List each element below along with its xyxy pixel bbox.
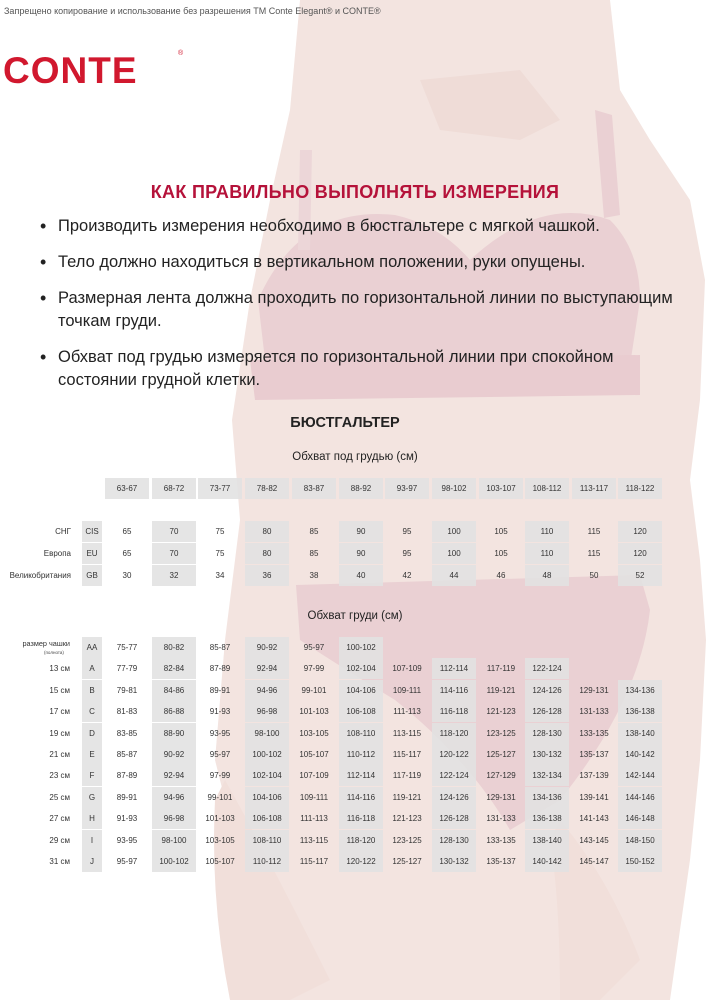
bust-value-cell: 121-123 <box>392 814 422 823</box>
size-value-cell: 105 <box>494 527 508 536</box>
bust-value-cell: 91-93 <box>116 814 138 823</box>
size-value-cell: 48 <box>525 565 569 586</box>
conte-logo: CONTE <box>3 50 138 91</box>
bust-value-cell: 122-124 <box>432 765 476 786</box>
bust-value-cell: 90-92 <box>152 744 196 765</box>
bust-value-cell: 123-125 <box>486 729 516 738</box>
bust-value-cell: 85-87 <box>116 750 138 759</box>
bust-value-cell: 116-118 <box>339 808 383 829</box>
size-value-cell: 75 <box>215 549 225 558</box>
row-label: СНГ <box>55 527 71 536</box>
size-value-cell: 80 <box>245 543 289 564</box>
bust-value-cell: 138-140 <box>525 830 569 851</box>
underbust-range-cell: 98-102 <box>432 478 476 499</box>
size-value-cell: 46 <box>496 571 506 580</box>
bust-value-cell: 124-126 <box>432 787 476 808</box>
cup-depth-label: 15 см <box>49 686 70 695</box>
cup-fullness-note: (полнота) <box>44 650 64 655</box>
bust-value-cell: 93-95 <box>116 836 138 845</box>
underbust-range-cell: 68-72 <box>152 478 196 499</box>
bust-value-cell: 100-102 <box>152 851 196 872</box>
bust-value-cell: 97-99 <box>303 664 325 673</box>
bust-value-cell: 95-97 <box>303 643 325 652</box>
underbust-title: Обхват под грудью (см) <box>292 451 418 463</box>
size-value-cell: 120 <box>618 543 662 564</box>
underbust-range-cell: 83-87 <box>292 478 336 499</box>
bust-value-cell: 115-117 <box>299 857 329 866</box>
size-value-cell: 42 <box>402 571 412 580</box>
bust-value-cell: 89-91 <box>116 793 138 802</box>
size-value-cell: 70 <box>152 543 196 564</box>
size-value-cell: 100 <box>432 543 476 564</box>
bust-value-cell: 106-108 <box>245 808 289 829</box>
bust-value-cell: 129-131 <box>486 793 516 802</box>
bust-value-cell: 124-126 <box>525 680 569 701</box>
bust-value-cell: 96-98 <box>152 808 196 829</box>
bust-value-cell: 130-132 <box>432 851 476 872</box>
bust-value-cell: 122-124 <box>525 658 569 679</box>
underbust-range-cell: 103-107 <box>479 478 523 499</box>
bust-value-cell: 111-113 <box>300 814 328 823</box>
size-value-cell: 120 <box>618 521 662 542</box>
cup-code: H <box>82 808 102 829</box>
cup-depth-label: 31 см <box>49 857 70 866</box>
bust-value-cell: 140-142 <box>525 851 569 872</box>
size-value-cell: 110 <box>525 521 569 542</box>
registered-mark: ® <box>178 50 184 57</box>
bust-value-cell: 119-121 <box>486 686 516 695</box>
cup-code: A <box>82 658 102 679</box>
instruction-item: • Размерная лента должна проходить по горизонтальной линии по выступающим точкам груди. <box>38 287 678 333</box>
bust-value-cell: 98-100 <box>152 830 196 851</box>
copyright-notice: Запрещено копирование и использование без разрешения ТМ Conte Elegant® и CONTE® <box>4 6 381 16</box>
bust-value-cell: 106-108 <box>339 701 383 722</box>
size-value-cell: 105 <box>494 549 508 558</box>
bust-value-cell: 103-105 <box>205 836 235 845</box>
bust-value-cell: 136-138 <box>525 808 569 829</box>
bust-value-cell: 126-128 <box>525 701 569 722</box>
bust-value-cell: 98-100 <box>245 723 289 744</box>
measurement-instructions <box>38 215 678 405</box>
bust-value-cell: 101-103 <box>299 707 329 716</box>
cup-depth-label: 23 см <box>49 771 70 780</box>
size-system-code: CIS <box>82 521 102 542</box>
size-value-cell: 95 <box>402 549 412 558</box>
bust-value-cell: 145-147 <box>579 857 609 866</box>
bust-value-cell: 99-101 <box>207 793 233 802</box>
bust-value-cell: 81-83 <box>116 707 138 716</box>
bust-value-cell: 99-101 <box>301 686 327 695</box>
bust-value-cell: 146-148 <box>618 808 662 829</box>
size-value-cell: 34 <box>215 571 225 580</box>
bust-value-cell: 120-122 <box>339 851 383 872</box>
bust-value-cell: 119-121 <box>392 793 422 802</box>
bust-value-cell: 79-81 <box>116 686 138 695</box>
bust-value-cell: 117-119 <box>486 664 516 673</box>
size-value-cell: 65 <box>122 527 132 536</box>
bust-value-cell: 144-146 <box>618 787 662 808</box>
bust-value-cell: 85-87 <box>209 643 231 652</box>
bust-value-cell: 110-112 <box>245 851 289 872</box>
bust-value-cell: 94-96 <box>245 680 289 701</box>
underbust-range-cell: 118-122 <box>618 478 662 499</box>
bust-value-cell: 92-94 <box>245 658 289 679</box>
instruction-item: • Производить измерения необходимо в бюстгальтере с мягкой чашкой. <box>38 215 678 238</box>
bust-value-cell: 133-135 <box>486 836 516 845</box>
bust-value-cell: 101-103 <box>205 814 235 823</box>
underbust-range-cell: 63-67 <box>105 478 149 499</box>
size-value-cell: 30 <box>122 571 132 580</box>
bust-value-cell: 114-116 <box>339 787 383 808</box>
bust-value-cell: 128-130 <box>432 830 476 851</box>
size-value-cell: 40 <box>339 565 383 586</box>
cup-code: AA <box>82 637 102 658</box>
bust-value-cell: 90-92 <box>245 637 289 658</box>
bust-value-cell: 123-125 <box>392 836 422 845</box>
bust-value-cell: 92-94 <box>152 765 196 786</box>
size-value-cell: 90 <box>339 521 383 542</box>
bust-value-cell: 109-111 <box>299 793 329 802</box>
bust-value-cell: 107-109 <box>299 771 329 780</box>
instruction-item: • Обхват под грудью измеряется по горизонтальной линии при спокойном состоянии грудной клетки. <box>38 346 678 392</box>
size-value-cell: 85 <box>309 549 319 558</box>
bust-value-cell: 105-107 <box>299 750 329 759</box>
bust-value-cell: 125-127 <box>392 857 422 866</box>
bust-value-cell: 96-98 <box>245 701 289 722</box>
size-value-cell: 90 <box>339 543 383 564</box>
size-value-cell: 50 <box>589 571 599 580</box>
bust-value-cell: 137-139 <box>579 771 609 780</box>
bust-value-cell: 142-144 <box>618 765 662 786</box>
cup-size-label: размер чашки <box>22 639 70 648</box>
size-value-cell: 32 <box>152 565 196 586</box>
bust-value-cell: 131-133 <box>579 707 609 716</box>
size-value-cell: 52 <box>618 565 662 586</box>
bust-value-cell: 116-118 <box>432 701 476 722</box>
bust-value-cell: 135-137 <box>486 857 516 866</box>
bust-value-cell: 108-110 <box>245 830 289 851</box>
bust-value-cell: 100-102 <box>339 637 383 658</box>
bust-value-cell: 84-86 <box>152 680 196 701</box>
bust-value-cell: 95-97 <box>116 857 138 866</box>
bust-value-cell: 104-106 <box>339 680 383 701</box>
size-value-cell: 95 <box>402 527 412 536</box>
cup-code: I <box>82 830 102 851</box>
bust-value-cell: 82-84 <box>152 658 196 679</box>
bust-value-cell: 150-152 <box>618 851 662 872</box>
bust-value-cell: 107-109 <box>392 664 422 673</box>
bust-value-cell: 127-129 <box>486 771 516 780</box>
bust-value-cell: 118-120 <box>432 723 476 744</box>
underbust-range-cell: 78-82 <box>245 478 289 499</box>
bust-value-cell: 139-141 <box>579 793 609 802</box>
bust-value-cell: 93-95 <box>209 729 231 738</box>
cup-code: G <box>82 787 102 808</box>
bust-value-cell: 77-79 <box>116 664 138 673</box>
bust-value-cell: 118-120 <box>339 830 383 851</box>
bust-value-cell: 131-133 <box>486 814 516 823</box>
bust-value-cell: 112-114 <box>339 765 383 786</box>
bust-value-cell: 138-140 <box>618 723 662 744</box>
size-value-cell: 100 <box>432 521 476 542</box>
bust-value-cell: 100-102 <box>245 744 289 765</box>
bust-value-cell: 95-97 <box>209 750 231 759</box>
row-label: Великобритания <box>9 571 71 580</box>
underbust-range-cell: 73-77 <box>198 478 242 499</box>
bust-value-cell: 83-85 <box>116 729 138 738</box>
size-value-cell: 36 <box>245 565 289 586</box>
cup-depth-label: 19 см <box>49 729 70 738</box>
size-value-cell: 80 <box>245 521 289 542</box>
bust-value-cell: 134-136 <box>618 680 662 701</box>
cup-code: C <box>82 701 102 722</box>
size-value-cell: 38 <box>309 571 319 580</box>
bust-value-cell: 105-107 <box>205 857 235 866</box>
bust-value-cell: 113-115 <box>392 729 422 738</box>
cup-depth-label: 21 см <box>49 750 70 759</box>
bust-value-cell: 86-88 <box>152 701 196 722</box>
cup-code: J <box>82 851 102 872</box>
underbust-range-cell: 88-92 <box>339 478 383 499</box>
bust-value-cell: 114-116 <box>432 680 476 701</box>
size-system-code: GB <box>82 565 102 586</box>
bust-value-cell: 125-127 <box>486 750 516 759</box>
bust-value-cell: 130-132 <box>525 744 569 765</box>
bust-value-cell: 91-93 <box>209 707 231 716</box>
bust-value-cell: 111-113 <box>393 707 421 716</box>
bust-value-cell: 115-117 <box>392 750 422 759</box>
cup-code: B <box>82 680 102 701</box>
bust-value-cell: 141-143 <box>579 814 609 823</box>
bust-value-cell: 103-105 <box>299 729 329 738</box>
cup-code: D <box>82 723 102 744</box>
bust-value-cell: 128-130 <box>525 723 569 744</box>
bust-value-cell: 126-128 <box>432 808 476 829</box>
bust-value-cell: 120-122 <box>432 744 476 765</box>
section-title-bra: БЮСТГАЛЬТЕР <box>290 415 400 431</box>
cup-depth-label: 27 см <box>49 814 70 823</box>
bust-value-cell: 75-77 <box>116 643 138 652</box>
bust-value-cell: 97-99 <box>209 771 231 780</box>
bust-value-cell: 110-112 <box>339 744 383 765</box>
bust-value-cell: 121-123 <box>486 707 516 716</box>
instruction-item: • Тело должно находиться в вертикальном положении, руки опущены. <box>38 251 678 274</box>
size-value-cell: 115 <box>587 527 601 536</box>
bust-value-cell: 117-119 <box>392 771 422 780</box>
bust-value-cell: 102-104 <box>339 658 383 679</box>
bust-value-cell: 133-135 <box>579 729 609 738</box>
cup-code: F <box>82 765 102 786</box>
size-value-cell: 44 <box>432 565 476 586</box>
bust-value-cell: 143-145 <box>579 836 609 845</box>
underbust-range-cell: 113-117 <box>572 478 616 499</box>
bust-value-cell: 102-104 <box>245 765 289 786</box>
size-value-cell: 65 <box>122 549 132 558</box>
bust-value-cell: 135-137 <box>579 750 609 759</box>
underbust-range-cell: 93-97 <box>385 478 429 499</box>
cup-code: E <box>82 744 102 765</box>
bust-value-cell: 134-136 <box>525 787 569 808</box>
bust-title: Обхват груди (см) <box>307 610 403 622</box>
cup-depth-label: 25 см <box>49 793 70 802</box>
cup-depth-label: 13 см <box>49 664 70 673</box>
bust-value-cell: 132-134 <box>525 765 569 786</box>
size-value-cell: 70 <box>152 521 196 542</box>
size-value-cell: 75 <box>215 527 225 536</box>
size-value-cell: 85 <box>309 527 319 536</box>
bust-value-cell: 148-150 <box>618 830 662 851</box>
measurement-heading: КАК ПРАВИЛЬНО ВЫПОЛНЯТЬ ИЗМЕРЕНИЯ <box>150 182 560 202</box>
bust-value-cell: 109-111 <box>392 686 422 695</box>
row-label: Европа <box>43 549 71 558</box>
size-system-code: EU <box>82 543 102 564</box>
bust-value-cell: 113-115 <box>299 836 329 845</box>
size-value-cell: 110 <box>525 543 569 564</box>
bust-value-cell: 129-131 <box>579 686 609 695</box>
underbust-range-cell: 108-112 <box>525 478 569 499</box>
bust-value-cell: 104-106 <box>245 787 289 808</box>
bust-value-cell: 136-138 <box>618 701 662 722</box>
bust-value-cell: 108-110 <box>339 723 383 744</box>
bust-value-cell: 87-89 <box>209 664 231 673</box>
cup-depth-label: 17 см <box>49 707 70 716</box>
bust-value-cell: 80-82 <box>152 637 196 658</box>
bust-value-cell: 112-114 <box>432 658 476 679</box>
bust-value-cell: 94-96 <box>152 787 196 808</box>
cup-depth-label: 29 см <box>49 836 70 845</box>
bust-value-cell: 87-89 <box>116 771 138 780</box>
bust-value-cell: 88-90 <box>152 723 196 744</box>
size-value-cell: 115 <box>587 549 601 558</box>
bust-value-cell: 140-142 <box>618 744 662 765</box>
bust-value-cell: 89-91 <box>209 686 231 695</box>
